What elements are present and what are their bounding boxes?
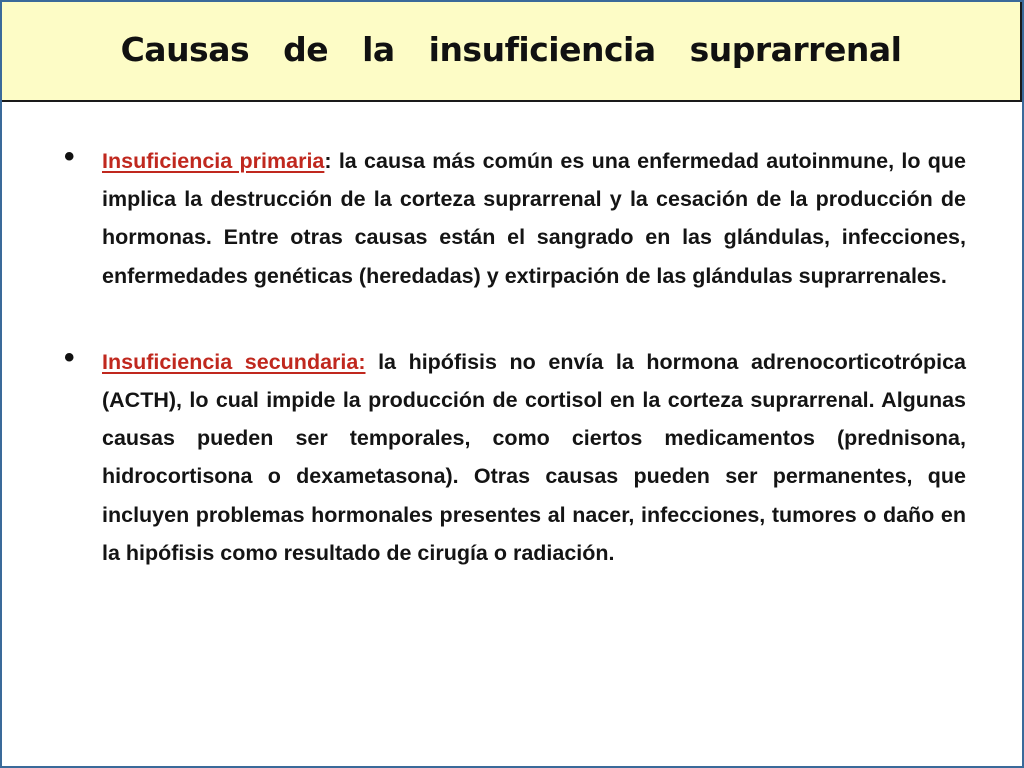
bullet-icon: • [64, 340, 75, 374]
bullet-list [64, 142, 966, 572]
title-bar [2, 2, 1022, 102]
list-item-primary [64, 142, 966, 295]
term-primary: Insuficiencia primaria [102, 149, 325, 173]
item-text-primary: la causa más común es una enfermedad autoinmune, lo que implica la destrucción de la corteza suprarrenal y la cesación de la producción de hormonas. Entre otras causas están el sangrado en las glándulas, infecciones, enfermedades genéticas (heredadas) y extirpación de las glándulas suprarrenales. [102, 149, 966, 288]
item-text-secondary: la hipófisis no envía la hormona adrenocorticotrópica (ACTH), lo cual impide la producción de cortisol en la corteza suprarrenal. Algunas causas pueden ser temporales, como ciertos medicamentos (prednisona, hidrocortisona o dexametasona). Otras causas pueden ser permanentes, que incluyen problemas hormonales presentes al nacer, infecciones, tumores o daño en la hipófisis como resultado de cirugía o radiación. [102, 349, 966, 565]
list-item-secondary [64, 340, 966, 572]
term-secondary: Insuficiencia secundaria: [102, 349, 366, 374]
term-separator: : [324, 149, 332, 173]
bullet-icon: • [64, 140, 75, 173]
slide-title: Causas de la insuficiencia suprarrenal [120, 29, 902, 69]
